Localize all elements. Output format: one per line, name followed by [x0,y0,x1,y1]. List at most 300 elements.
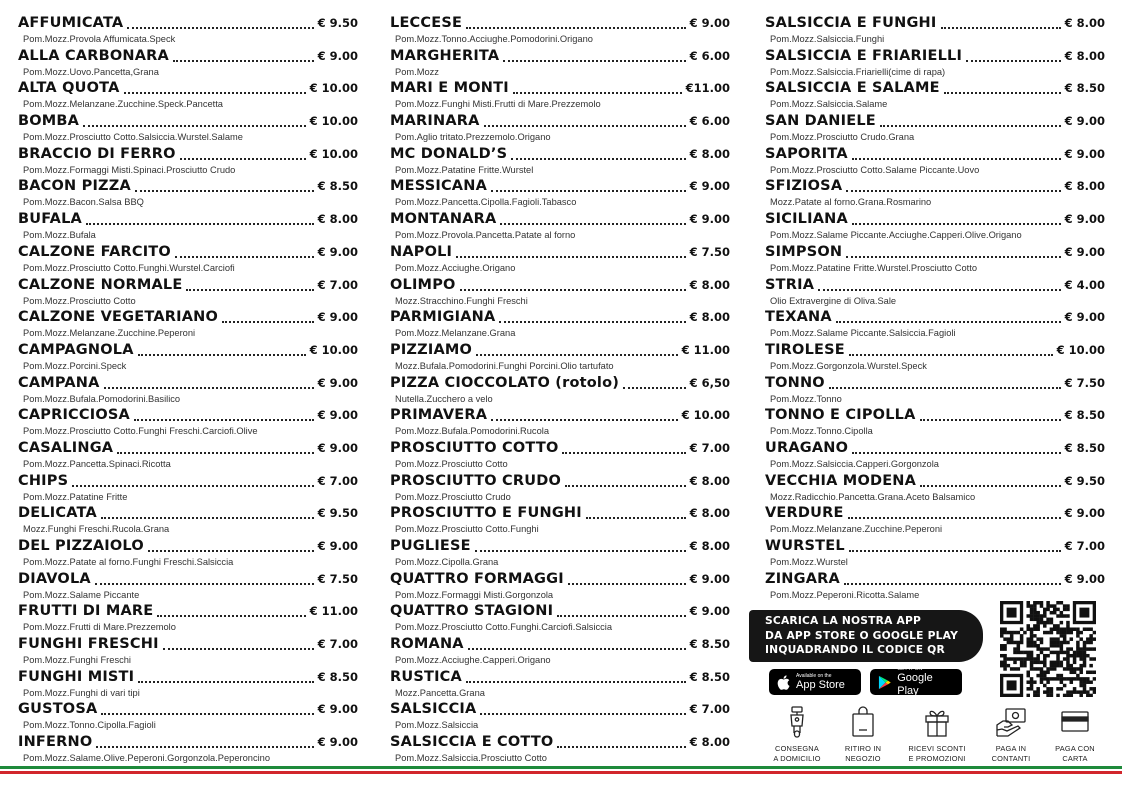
menu-item [390,341,730,374]
menu-item [18,243,358,276]
pizza-name: SALSICCIA [390,701,477,718]
pizza-price: € 9.50 [317,506,358,521]
dot-leader [466,681,686,683]
pizza-name: AFFUMICATA [18,15,124,31]
menu-item [390,145,730,178]
dot-leader [562,452,685,454]
pizza-ingredients: Pom.Mozz.Funghi di vari tipi [23,687,140,698]
dot-leader [175,256,314,258]
pizza-ingredients: Pom.Mozz.Melanzane.Zucchine.Peperoni [23,328,196,339]
menu-item-header [18,47,358,66]
pizza-ingredients: Pom.Mozz.Salame Piccante.Acciughe.Capperi.Olive.Origano [770,230,1022,241]
pizza-ingredients: Pom.Mozz.Cipolla.Grana [395,557,499,567]
pizza-ingredients: Pom.Mozz.Prosciutto Cotto.Funghi.Carciofi.Salsiccia [395,622,613,633]
google-caption: GET IT ON [897,666,923,672]
menu-item-header [390,668,730,687]
pizza-name: BRACCIO DI FERRO [18,145,176,162]
pizza-ingredients: Pom.Mozz.Tonno.Acciughe.Pomodorini.Origano [395,34,593,44]
menu-item-header [18,537,358,556]
pizza-name: INFERNO [18,734,93,751]
pizza-ingredients: Pom.Mozz.Salame Piccante [23,589,140,600]
menu-item-header [390,79,730,98]
dot-leader [852,158,1061,160]
pizza-ingredients: Pom.Mozz [395,66,439,77]
pizza-name: SALSICCIA E SALAME [765,80,940,97]
pizza-price: € 8.50 [317,179,358,194]
pizza-ingredients: Pom.Mozz.Prosciutto Cotto [395,458,508,469]
pizza-name: STRIA [765,276,815,293]
pizza-ingredients: Pom.Mozz.Prosciutto Cotto.Funghi [395,524,539,535]
service-label: PAGA IN CONTANTI [991,744,1031,763]
pizza-price: € 9.00 [1064,244,1105,259]
menu-item-header [18,308,358,327]
pizza-name: CAPRICCIOSA [18,407,130,424]
pizza-name: SALSICCIA E FUNGHI [765,15,937,31]
pizza-ingredients: Pom.Mozz.Patate al forno.Funghi Freschi.Salsiccia [23,557,234,567]
menu-item [18,79,358,112]
pizza-ingredients: Nutella.Zucchero a velo [395,393,493,404]
menu-item-header [765,570,1105,589]
pizza-price: € 9.00 [1064,506,1105,521]
pizza-name: PROSCIUTTO CRUDO [390,472,562,489]
pizza-name: CALZONE FARCITO [18,243,171,260]
service-label: RITIRO IN NEGOZIO [844,744,882,763]
menu-item-header [18,406,358,425]
pizza-name: CAMPAGNOLA [18,341,134,358]
pizza-price: € 8.00 [689,310,730,325]
pizza-name: VECCHIA MODENA [765,472,917,489]
dot-leader [836,321,1061,323]
service-label: RICEVI SCONTI E PROMOZIONI [908,744,966,763]
pizza-price: € 8.50 [1064,440,1105,455]
pizza-price: € 9.00 [317,244,358,259]
dot-leader [163,648,314,650]
pizza-name: FRUTTI DI MARE [18,603,154,620]
app-promo-banner [749,610,983,662]
dot-leader [466,27,686,29]
pizza-ingredients: Pom.Mozz.Salsiccia.Capperi.Gorgonzola [770,458,939,469]
dot-leader [95,583,314,585]
service-home-delivery [765,706,829,763]
menu-item [765,341,1105,374]
dot-leader [138,681,313,683]
pizza-name: SALSICCIA E COTTO [390,734,554,751]
dot-leader [117,452,313,454]
pizza-name: LECCESE [390,15,463,31]
menu-item-header [765,14,1105,33]
pizza-price: € 9.00 [317,375,358,390]
dot-leader [849,550,1061,552]
pizza-ingredients: Pom.Mozz.Melanzane.Zucchine.Speck.Pancetta [23,99,223,110]
menu-item-header [390,177,730,196]
menu-item [390,308,730,341]
menu-item [765,472,1105,505]
menu-item-header [390,210,730,229]
dot-leader [846,256,1060,258]
pizza-price: € 9.00 [317,735,358,750]
pizza-name: DIAVOLA [18,570,91,587]
menu-item [765,570,1105,603]
pizza-price: € 10.00 [1056,342,1105,357]
pizza-ingredients: Pom.Mozz.Uovo.Pancetta,Grana [23,66,159,77]
menu-item [18,439,358,472]
pizza-ingredients: Pom.Mozz.Formaggi Misti.Gorgonzola [395,589,554,600]
credit-card-icon [1060,706,1090,738]
pizza-ingredients: Pom.Mozz.Gorgonzola.Wurstel.Speck [770,360,927,371]
pizza-name: MC DONALD’S [390,145,508,162]
menu-item-header [390,733,730,752]
dot-leader [96,746,313,748]
pizza-name: CAMPANA [18,374,100,391]
menu-item-header [390,308,730,327]
pizza-price: € 9.00 [317,539,358,553]
pizza-price: € 7.00 [317,473,358,488]
pizza-ingredients: Mozz.Radicchio.Pancetta.Grana.Aceto Balsamico [770,491,976,502]
menu-item-header [765,308,1105,327]
pizza-ingredients: Pom.Mozz.Salame.Olive.Peperoni.Gorgonzola.Peperoncino [23,753,271,764]
dot-leader [491,419,677,421]
pizza-ingredients: Pom.Mozz.Tonno [770,393,842,404]
pizza-price: € 9.00 [689,212,730,227]
pizza-name: PROSCIUTTO COTTO [390,439,559,456]
pizza-price: € 7.00 [689,702,730,717]
pizza-price: € 8.00 [689,146,730,161]
menu-item [18,14,358,47]
pizza-price: € 6.00 [689,114,730,129]
pizza-ingredients: Pom.Mozz.Bufala.Pomodorini.Basilico [23,393,181,404]
menu-item [390,733,730,766]
menu-item [18,145,358,178]
menu-item [18,472,358,505]
menu-item [390,374,730,407]
menu-item [390,472,730,505]
pizza-name: PRIMAVERA [390,407,488,424]
pizza-price: € 6.00 [689,48,730,63]
pizza-ingredients: Mozz.Pancetta.Grana [395,687,485,698]
dot-leader [186,289,313,291]
menu-item-header [765,472,1105,491]
menu-item [390,700,730,733]
pizza-ingredients: Pom.Mozz.Acciughe.Origano [395,262,516,273]
menu-item [18,308,358,341]
dot-leader [124,92,306,94]
dot-leader [135,190,314,192]
pizza-price: € 9.00 [317,48,358,63]
menu-item [18,537,358,570]
menu-item [390,570,730,603]
pizza-ingredients: Mozz.Stracchino.Funghi Freschi [395,295,528,306]
pizza-ingredients: Pom.Mozz.Melanzane.Grana [395,328,516,339]
promo-line-1: SCARICA LA NOSTRA APP [765,614,922,627]
pizza-ingredients: Pom.Mozz.Salsiccia.Friarielli(cime di rapa) [770,66,946,77]
menu-item-header [18,472,358,491]
pizza-ingredients: Pom.Mozz.Provola Affumicata.Speck [23,34,176,44]
menu-item-header [390,472,730,491]
menu-item-header [18,145,358,164]
menu-item [18,700,358,733]
dot-leader [500,223,685,225]
pizza-price: € 11.00 [309,604,358,619]
pizza-name: MARGHERITA [390,47,500,64]
menu-item [765,112,1105,145]
menu-item [765,14,1105,47]
menu-item-header [390,537,730,556]
dot-leader [101,517,314,519]
menu-item-header [765,341,1105,360]
pizza-ingredients: Pom.Mozz.Bufala.Pomodorini.Rucola [395,426,549,437]
menu-item [390,668,730,701]
pizza-price: € 9.00 [689,604,730,619]
menu-item [390,177,730,210]
pizza-name: URAGANO [765,439,849,456]
service-label: PAGA CON CARTA [1055,744,1095,763]
pizza-name: ZINGARA [765,570,840,587]
pizza-price: € 9.00 [1064,212,1105,227]
menu-item-header [18,733,358,752]
service-pay-card [1043,706,1107,763]
pizza-price: € 9.00 [689,179,730,194]
menu-item-header [390,341,730,360]
menu-item [18,668,358,701]
pizza-ingredients: Pom.Mozz.Salsiccia [395,720,479,731]
pizza-ingredients: Pom.Mozz.Prosciutto Cotto.Salame Piccante.Uovo [770,164,980,175]
pizza-ingredients: Pom.Mozz.Funghi Misti.Frutti di Mare.Prezzemolo [395,99,601,110]
service-discounts [905,706,969,763]
menu-item [18,341,358,374]
dot-leader [148,550,314,552]
pizza-ingredients: Pom.Mozz.Pancetta.Spinaci.Ricotta [23,458,171,469]
menu-item [765,504,1105,537]
pizza-ingredients: Pom.Mozz.Frutti di Mare.Prezzemolo [23,622,176,633]
pizza-ingredients: Pom.Mozz.Formaggi Misti.Spinaci.Prosciutto Crudo [23,164,236,175]
pizza-price: €11.00 [685,81,730,96]
menu-item-header [765,374,1105,393]
pizza-name: TONNO E CIPOLLA [765,407,916,424]
menu-item-header [765,210,1105,229]
dot-leader [966,60,1061,62]
qr-code-icon[interactable] [1000,601,1096,697]
pizza-name: BOMBA [18,113,80,130]
menu-item-header [390,439,730,458]
dot-leader [568,583,686,585]
menu-item-header [18,112,358,131]
pizza-ingredients: Pom.Aglio tritato.Prezzemolo.Origano [395,132,551,143]
menu-item-header [18,243,358,262]
pizza-name: CALZONE NORMALE [18,276,183,293]
pizza-ingredients: Pom.Mozz.Peperoni.Ricotta.Salame [770,589,920,600]
menu-item-header [765,112,1105,131]
menu-item-header [765,243,1105,262]
pizza-name: SAN DANIELE [765,113,876,130]
menu-item-header [390,276,730,295]
menu-item-header [765,406,1105,425]
service-store-pickup [831,706,895,763]
pizza-name: SFIZIOSA [765,178,843,195]
pizza-name: NAPOLI [390,243,453,260]
pizza-price: € 8.50 [1064,81,1105,96]
dot-leader [491,190,686,192]
pizza-ingredients: Pom.Mozz.Tonno.Cipolla.Fagioli [23,720,156,731]
pizza-name: MONTANARA [390,211,497,228]
menu-item-header [765,276,1105,295]
menu-item [18,504,358,537]
pizza-price: € 6,50 [689,375,730,390]
dot-leader [623,387,686,389]
pizza-ingredients: Pom.Mozz.Pancetta.Cipolla.Fagioli.Tabasco [395,197,577,208]
pizza-price: € 8.00 [689,277,730,292]
menu-item-header [18,374,358,393]
appstore-caption: Available on the [796,672,832,679]
menu-item [390,14,730,47]
menu-item [390,537,730,570]
pizza-price: € 7.50 [1064,375,1105,390]
pizza-ingredients: Pom.Mozz.Salsiccia.Funghi [770,34,885,44]
menu-item [765,47,1105,80]
app-store-button[interactable] [769,669,861,695]
dot-leader [460,289,686,291]
dot-leader [138,354,306,356]
pizza-price: € 7.00 [317,277,358,292]
menu-item-header [390,374,730,393]
menu-item-header [18,14,358,33]
pizza-ingredients: Mozz.Patate al forno.Grana.Rosmarino [770,197,932,208]
pizza-price: € 9.00 [317,310,358,325]
pizza-name: PIZZIAMO [390,341,473,358]
pizza-ingredients: Pom.Mozz.Porcini.Speck [23,360,127,371]
menu-column-2 [390,14,730,766]
pizza-name: SICILIANA [765,211,848,228]
dot-leader [503,60,685,62]
dot-leader [86,223,314,225]
pizza-price: € 10.00 [309,114,358,129]
dot-leader [846,190,1060,192]
dot-leader [157,615,305,617]
menu-item-header [390,700,730,719]
dot-leader [104,387,314,389]
dot-leader [557,615,685,617]
pizza-name: MARINARA [390,113,480,130]
menu-item-header [18,570,358,589]
menu-item [390,406,730,439]
pizza-ingredients: Pom.Mozz.Salame Piccante.Salsiccia.Fagioli [770,328,956,339]
menu-item-header [18,635,358,654]
pizza-name: CALZONE VEGETARIANO [18,309,218,326]
pizza-name: MESSICANA [390,178,487,195]
pizza-price: € 7.00 [317,637,358,652]
dot-leader [476,354,678,356]
menu-item-header [18,602,358,621]
menu-item-header [765,439,1105,458]
flag-stripe-red [0,771,1122,774]
pizza-price: € 8.50 [689,637,730,652]
pizza-price: € 10.00 [309,146,358,161]
apple-icon [777,675,790,690]
dot-leader [180,158,306,160]
dot-leader [829,387,1061,389]
pizza-price: € 7.00 [1064,539,1105,553]
dot-leader [920,419,1061,421]
pizza-name: PUGLIESE [390,538,471,554]
google-label: Google Play [897,672,933,697]
dot-leader [944,92,1061,94]
pizza-price: € 7.50 [689,244,730,259]
dot-leader [475,550,686,552]
menu-item-header [390,635,730,654]
pizza-price: € 10.00 [681,408,730,423]
pizza-name: DEL PIZZAIOLO [18,538,144,554]
pizza-ingredients: Pom.Mozz.Provola.Pancetta.Patate al forno [395,230,576,241]
dot-leader [83,125,306,127]
pizza-name: ALTA QUOTA [18,80,120,97]
menu-item [765,537,1105,570]
dot-leader [852,452,1060,454]
menu-item-header [765,537,1105,556]
dot-leader [852,223,1061,225]
menu-item [390,210,730,243]
pizza-name: ROMANA [390,636,464,653]
pizza-price: € 9.50 [1064,473,1105,488]
menu-item-header [18,210,358,229]
dot-leader [101,713,313,715]
pizza-name: SIMPSON [765,243,843,260]
pizza-ingredients: Pom.Mozz.Patatine Fritte [23,491,128,502]
menu-item [18,406,358,439]
pizza-name: PROSCIUTTO E FUNGHI [390,505,582,522]
pizza-name: PARMIGIANA [390,309,496,326]
pizza-name: OLIMPO [390,276,456,293]
menu-item [765,243,1105,276]
pizza-ingredients: Pom.Mozz.Prosciutto Cotto.Salsiccia.Wurstel.Salame [23,132,243,143]
pizza-name: DELICATA [18,505,97,522]
menu-item-header [390,602,730,621]
menu-item [390,602,730,635]
dot-leader [565,485,686,487]
pizza-ingredients: Olio Extravergine di Oliva.Sale [770,295,897,306]
pizza-price: € 8.00 [689,506,730,521]
service-label: CONSEGNA A DOMICILIO [773,744,821,763]
pizza-ingredients: Pom.Mozz.Bufala [23,230,96,241]
pizza-price: € 9.00 [317,440,358,455]
pizza-name: FUNGHI MISTI [18,668,135,685]
google-play-button[interactable] [870,666,962,697]
pizza-price: € 8.00 [689,539,730,553]
pizza-price: € 9.00 [689,16,730,30]
pizza-price: € 8.00 [1064,179,1105,194]
menu-item-header [18,668,358,687]
pizza-name: WURSTEL [765,538,845,554]
menu-item-header [765,504,1105,523]
pizza-name: VERDURE [765,505,844,522]
pizza-ingredients: Pom.Mozz.Prosciutto Crudo [395,491,511,502]
dot-leader [72,485,313,487]
menu-item-header [390,145,730,164]
promo-line-2: DA APP STORE O GOOGLE PLAY [765,628,959,642]
pizza-price: € 10.00 [309,81,358,96]
pizza-ingredients: Pom.Mozz.Bacon.Salsa BBQ [23,197,144,208]
pizza-name: ALLA CARBONARA [18,47,169,64]
menu-column-1 [18,14,358,766]
menu-item-header [390,504,730,523]
menu-item-header [390,570,730,589]
menu-item [765,308,1105,341]
pizza-price: € 9.50 [317,16,358,30]
dot-leader [941,27,1061,29]
pizza-price: € 11.00 [681,342,730,357]
menu-item-header [18,79,358,98]
menu-item [765,374,1105,407]
pizza-price: € 10.00 [309,342,358,357]
dot-leader [818,289,1060,291]
